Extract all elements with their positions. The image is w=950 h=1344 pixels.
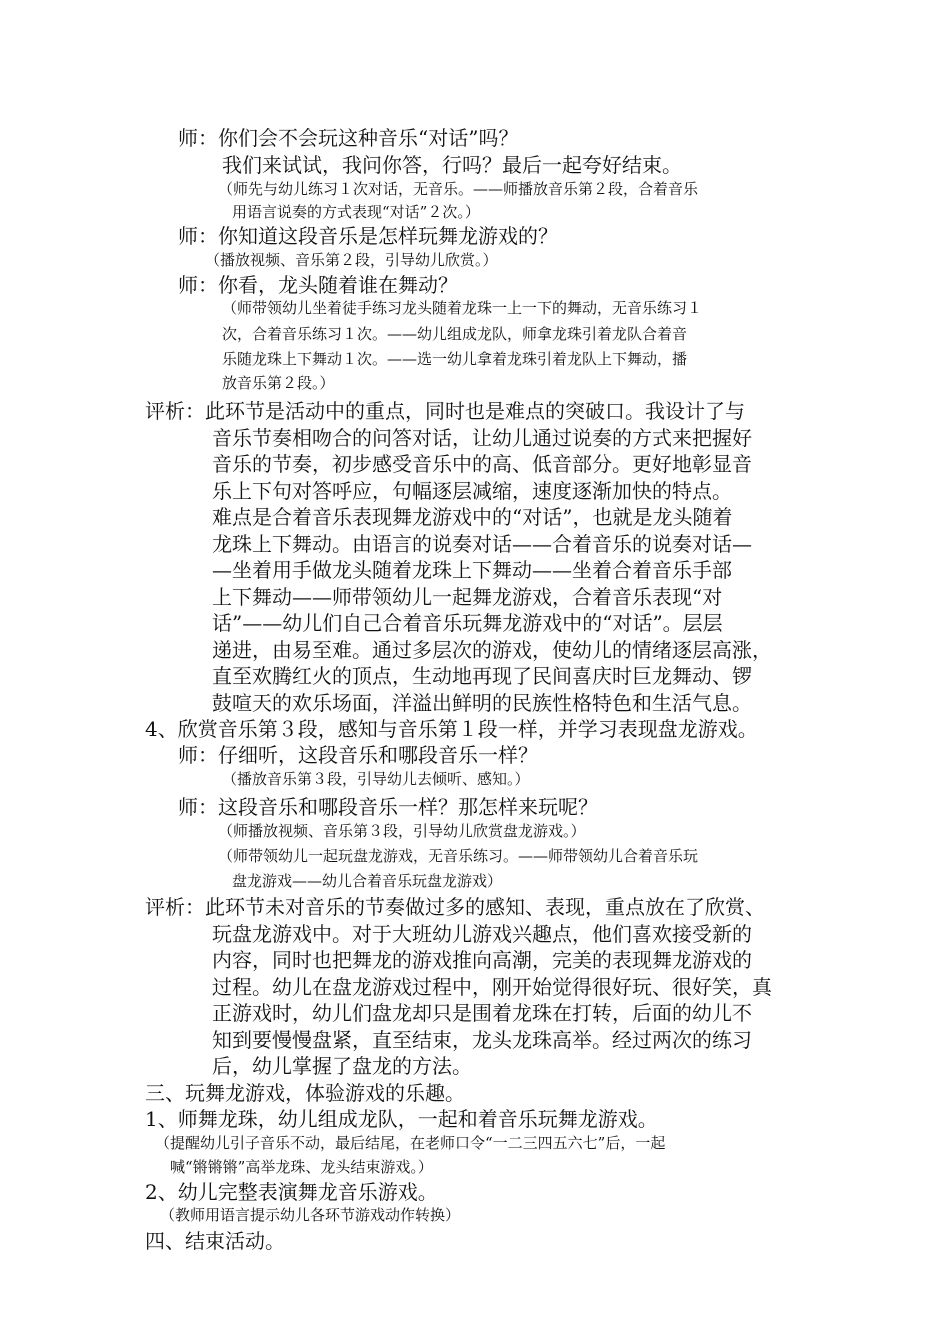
instruction-note-continued: 盘龙游戏——幼儿合着音乐玩盘龙游戏） <box>232 872 503 890</box>
instruction-note: （师带领幼儿一起玩盘龙游戏，无音乐练习。——师带领幼儿合着音乐玩 <box>218 847 699 865</box>
commentary-line: 正游戏时，幼儿们盘龙却只是围着龙珠在打转，后面的幼儿不 <box>212 1001 752 1025</box>
instruction-note-continued: 喊“锵锵锵”高举龙珠、龙头结束游戏。） <box>170 1158 433 1176</box>
instruction-note: （播放视频、音乐第２段，引导幼儿欣赏。） <box>205 251 498 269</box>
section-heading-4-end: 四、结束活动。 <box>145 1229 285 1253</box>
commentary-line: 玩盘龙游戏中。对于大班幼儿游戏兴趣点，他们喜欢接受新的 <box>212 922 752 946</box>
teacher-line: 师：你看，龙头随着谁在舞动？ <box>178 273 458 297</box>
teacher-line: 师：你知道这段音乐是怎样玩舞龙游戏的？ <box>178 224 558 248</box>
instruction-note-continued: 用语言说奏的方式表现“对话”２次。） <box>232 203 480 221</box>
instruction-note-continued: 次，合着音乐练习１次。——幼儿组成龙队，师拿龙珠引着龙队合着音 <box>222 325 688 343</box>
instruction-note: （师播放视频、音乐第３段，引导幼儿欣赏盘龙游戏。） <box>218 822 586 840</box>
commentary-line: 直至欢腾红火的顶点，生动地再现了民间喜庆时巨龙舞动、锣 <box>212 664 752 688</box>
commentary-line: 内容，同时也把舞龙的游戏推向高潮，完美的表现舞龙游戏的 <box>212 948 752 972</box>
commentary-line: 知到要慢慢盘紧，直至结束，龙头龙珠高举。经过两次的练习 <box>212 1028 752 1052</box>
teacher-line: 师：仔细听，这段音乐和哪段音乐一样？ <box>178 743 538 767</box>
commentary-heading-line: 评析：此环节是活动中的重点，同时也是难点的突破口。我设计了与 <box>145 399 745 423</box>
teacher-line-continued: 我们来试试，我问你答，行吗？最后一起夸好结束。 <box>222 153 682 177</box>
commentary-line: 龙珠上下舞动。由语言的说奏对话——合着音乐的说奏对话— <box>212 532 752 556</box>
commentary-line: 过程。幼儿在盘龙游戏过程中，刚开始觉得很好玩、很好笑，真 <box>212 975 772 999</box>
commentary-line: 乐上下句对答呼应，句幅逐层减缩，速度逐渐加快的特点。 <box>212 479 732 503</box>
instruction-note: （师带领幼儿坐着徒手练习龙头随着龙珠一上一下的舞动，无音乐练习１ <box>222 299 703 317</box>
step-heading-2: 2、幼儿完整表演舞龙音乐游戏。 <box>145 1180 438 1204</box>
instruction-note: （教师用语言提示幼儿各环节游戏动作转换） <box>160 1206 461 1224</box>
commentary-line: —坐着用手做龙头随着龙珠上下舞动——坐着合着音乐手部 <box>212 558 732 582</box>
commentary-heading-line: 评析：此环节未对音乐的节奏做过多的感知、表现，重点放在了欣赏、 <box>145 895 765 919</box>
teacher-line: 师：这段音乐和哪段音乐一样？那怎样来玩呢？ <box>178 795 598 819</box>
instruction-note: （播放音乐第３段，引导幼儿去倾听、感知。） <box>222 770 530 788</box>
commentary-line: 鼓喧天的欢乐场面，洋溢出鲜明的民族性格特色和生活气息。 <box>212 691 752 715</box>
instruction-note-continued: 乐随龙珠上下舞动１次。——选一幼儿拿着龙珠引着龙队上下舞动，播 <box>222 350 688 368</box>
instruction-note: （师先与幼儿练习１次对话，无音乐。——师播放音乐第２段，合着音乐 <box>218 180 699 198</box>
instruction-note: （提醒幼儿引子音乐不动，最后结尾，在老师口令“一二三四五六七”后，一起 <box>155 1134 666 1152</box>
commentary-line: 音乐节奏相吻合的问答对话，让幼儿通过说奏的方式来把握好 <box>212 426 752 450</box>
instruction-note-continued: 放音乐第２段。） <box>222 374 335 392</box>
step-heading-1: 1、师舞龙珠，幼儿组成龙队，一起和着音乐玩舞龙游戏。 <box>145 1107 658 1131</box>
section-heading-4: 4、欣赏音乐第３段，感知与音乐第１段一样，并学习表现盘龙游戏。 <box>145 717 758 741</box>
commentary-line: 后，幼儿掌握了盘龙的方法。 <box>212 1054 472 1078</box>
commentary-line: 上下舞动——师带领幼儿一起舞龙游戏，合着音乐表现“对 <box>212 585 723 609</box>
section-heading-3: 三、玩舞龙游戏，体验游戏的乐趣。 <box>145 1081 465 1105</box>
teacher-line: 师：你们会不会玩这种音乐“对话”吗？ <box>178 126 519 150</box>
commentary-line: 话”——幼儿们自己合着音乐玩舞龙游戏中的“对话”。层层 <box>212 611 723 635</box>
commentary-line: 递进，由易至难。通过多层次的游戏，使幼儿的情绪逐层高涨， <box>212 638 772 662</box>
commentary-line: 音乐的节奏，初步感受音乐中的高、低音部分。更好地彰显音 <box>212 452 752 476</box>
commentary-line: 难点是合着音乐表现舞龙游戏中的“对话”，也就是龙头随着 <box>212 505 733 529</box>
